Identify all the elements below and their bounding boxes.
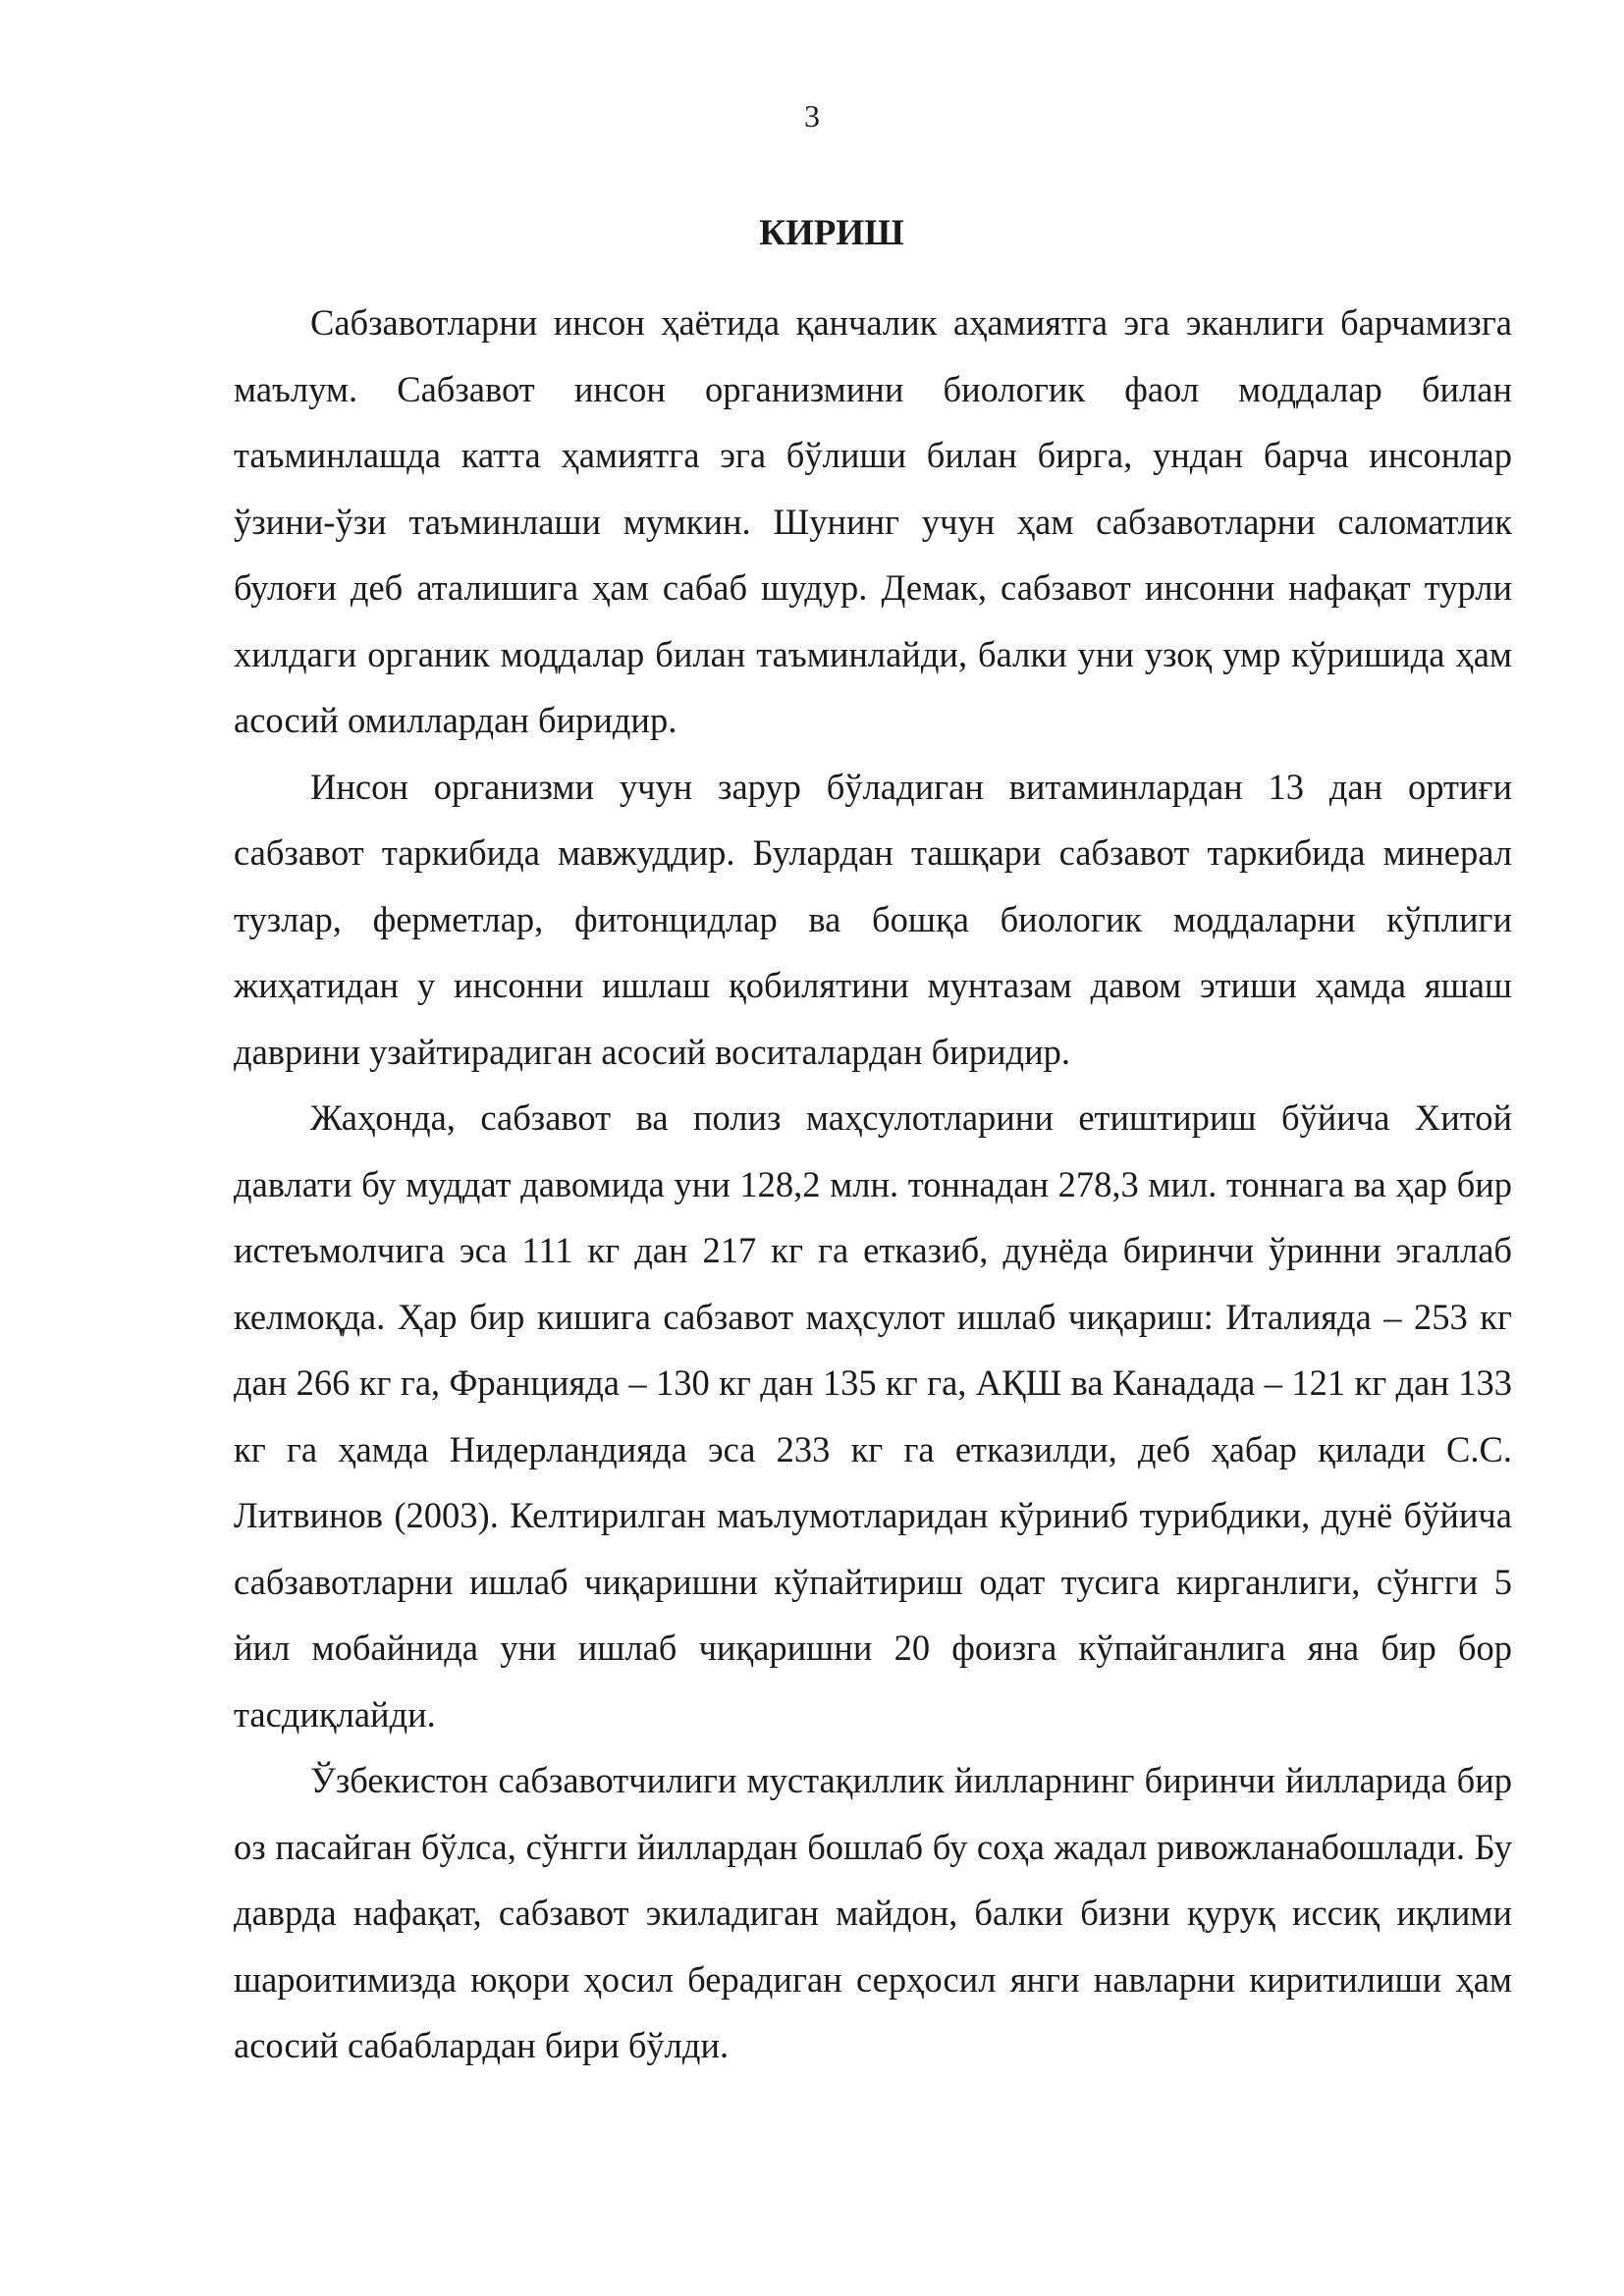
paragraph-3: Жаҳонда, сабзавот ва полиз маҳсулотларини етиштириш бўйича Хитой давлати бу муддат давомида уни 128,2 млн. тоннадан 278,3 мил. тоннага ва ҳар бир истеъмолчига эса 111 кг дан 217 кг га етказиб, дунёда биринчи ўринни эгаллаб келмоқда. Ҳар бир кишига сабзавот маҳсулот ишлаб чиқариш: Италияда – 253 кг дан 266 кг га, Францияда – 130 кг дан 135 кг га, АҚШ ва Канадада – 121 кг дан 133 кг га ҳамда Нидерландияда эса 233 кг га етказилди, деб ҳабар қилади С.С. Литвинов (2003). Келтирилган маълумотларидан кўриниб турибдики, дунё бўйича сабзавотларни ишлаб чиқаришни кўпайтириш одат тусига кирганлиги, сўнгги 5 йил мобайнида уни ишлаб чиқаришни 20 фоизга кўпайганлига яна бир бор тасдиқлайди. [234,1097,1512,1735]
paragraph-1: Сабзавотларни инсон ҳаётида қанчалик аҳамиятга эга эканлиги барчамизга маълум. Сабзавот инсон организмини биологик фаол моддалар билан таъминлашда катта ҳамиятга эга бўлиши билан бирга, ундан барча инсонлар ўзини-ўзи таъминлаши мумкин. Шунинг учун ҳам сабзавотларни саломатлик булоғи деб аталишига ҳам сабаб шудур. Демак, сабзавот инсонни нафақат турли хилдаги органик моддалар билан таъминлайди, балки уни узоқ умр кўришида ҳам асосий омиллардан биридир. [234,302,1512,740]
body-text [234,290,1512,2079]
section-heading: КИРИШ [759,213,904,253]
paragraph-2: Инсон организми учун зарур бўладиган витаминлардан 13 дан ортиғи сабзавот таркибида мавжуддир. Булардан ташқари сабзавот таркибида минерал тузлар, ферметлар, фитонцидлар ва бошқа биологик моддаларни кўплиги жиҳатидан у инсонни ишлаш қобилятини мунтазам давом этиши ҳамда яшаш даврини узайтирадиган асосий воситалардан биридир. [234,766,1512,1072]
paragraph-4: Ўзбекистон сабзавотчилиги мустақиллик йилларнинг биринчи йилларида бир оз пасайган бўлса, сўнгги йиллардан бошлаб бу соҳа жадал ривожланабошлади. Бу даврда нафақат, сабзавот экиладиган майдон, балки бизни қуруқ иссиқ иқлими шароитимизда юқори ҳосил берадиган серҳосил янги навларни киритилиши ҳам асосий сабаблардан бири бўлди. [234,1760,1512,2065]
page-number: 3 [804,98,820,133]
